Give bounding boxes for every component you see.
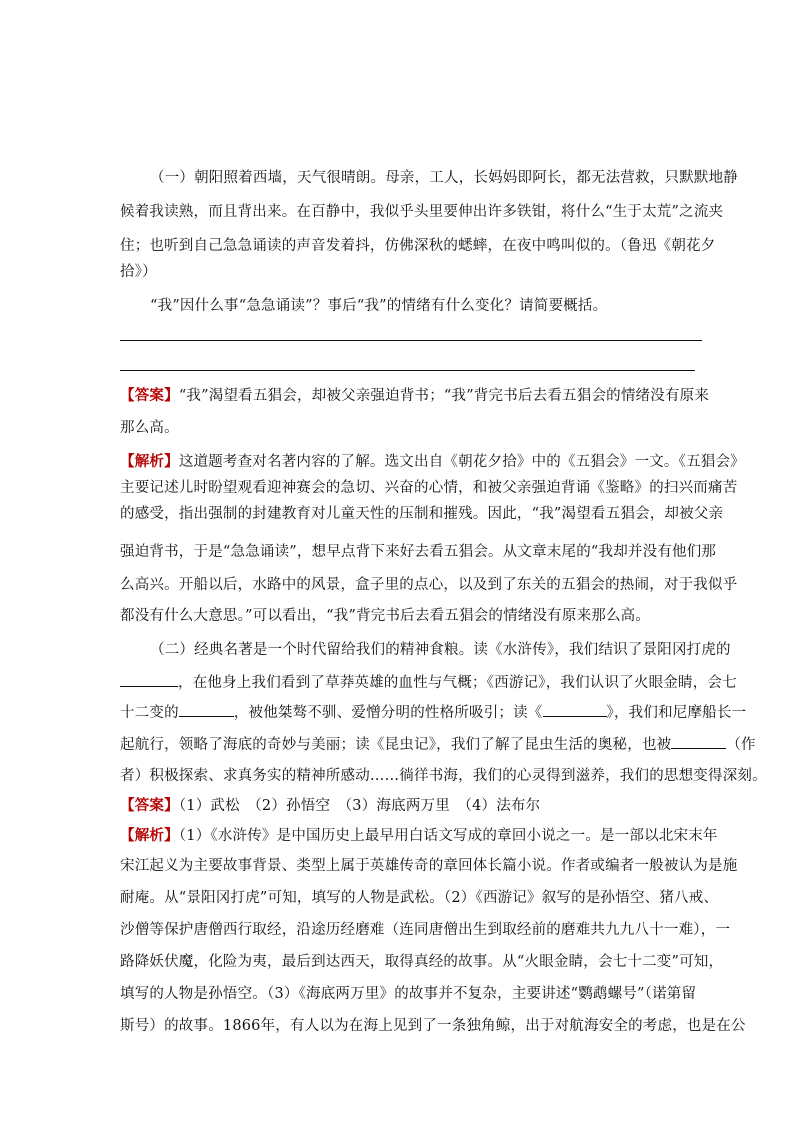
answer-line <box>120 796 710 816</box>
passage-line: 拾》） <box>120 264 157 280</box>
section2-text: ，在他身上我们看到了草莽英雄的血性与气概；《西游记》，我们认识了火眼金睛，会七 <box>178 675 737 691</box>
analysis-line: 路降妖伏魔，化险为夷，最后到达西天，取得真经的故事。从“火眼金睛，会七十二变”可知， <box>120 954 724 970</box>
analysis-line: 么高兴。开船以后，水路中的风景，盒子里的点心，以及到了东关的五猖会的热闹，对于我似乎 <box>120 577 738 593</box>
analysis-line: 沙僧等保护唐僧西行取经，沿途历经磨难（连同唐僧出生到取经前的磨难共九九八十一难），一 <box>120 922 731 938</box>
analysis-text: （1）《水浒传》是中国历史上最早用白话文写成的章回小说之一。是一部以北宋末年 <box>178 828 718 844</box>
passage-line: （一）朝阳照着西墙，天气很晴朗。母亲，工人，长妈妈即阿长，都无法营救，只默默地静 <box>150 170 738 186</box>
analysis-line: 宋江起义为主要故事背景、类型上属于英雄传奇的章回体长篇小说。作者或编者一般被认为是施 <box>120 858 738 874</box>
analysis-label: 【解析】 <box>120 453 179 470</box>
fill-blank[interactable] <box>179 702 234 717</box>
section2-text: ，被他桀骜不驯、爱憎分明的性格所吸引；读《 <box>233 705 543 721</box>
analysis-line: 填写的人物是孙悟空。（3）《海底两万里》的故事并不复杂，主要讲述“鹦鹉螺号”（诺第留 <box>120 986 697 1002</box>
section2-line: （二）经典名著是一个时代留给我们的精神食粮。读《水浒传》，我们结识了景阳冈打虎的 <box>150 642 731 658</box>
section2-text: 起航行，领略了海底的奇妙与美丽；读《昆虫记》，我们了解了昆虫生活的奥秘，也被 <box>120 737 672 753</box>
analysis-line-1 <box>120 826 718 846</box>
fill-blank[interactable] <box>120 672 178 687</box>
analysis-line: 耐庵。从“景阳冈打虎”可知，填写的人物是武松。（2）《西游记》叙写的是孙悟空、猪八戒、 <box>120 890 719 906</box>
section2-line <box>120 734 756 755</box>
answer-line <box>120 340 702 341</box>
analysis-line: 强迫背书，于是“急急诵读”，想早点背下来好去看五猖会。从文章末尾的“我却并没有他们那 <box>120 544 717 560</box>
answer-text: “我”渴望看五猖会，却被父亲强迫背书；“我”背完书后去看五猖会的情绪没有原来 <box>178 388 710 404</box>
section2-text: （作 <box>726 737 756 753</box>
answer-label: 【答案】 <box>120 387 179 404</box>
answer-line <box>120 370 695 371</box>
section2-line <box>120 702 747 723</box>
analysis-text: 这道题考查对名著内容的了解。选文出自《朝花夕拾》中的《五猖会》一文。《五猖会》 <box>178 454 745 470</box>
passage-line: 候着我读熟，而且背出来。在百静中，我似乎头里要伸出许多铁钳，将什么“生于太荒”之流夹 <box>120 204 724 220</box>
analysis-line: 都没有什么大意思。”可以看出，“我”背完书后去看五猖会的情绪没有原来那么高。 <box>120 608 651 624</box>
fill-blank[interactable] <box>671 734 726 749</box>
fill-blank[interactable] <box>543 702 607 717</box>
answer-text: （1）武松 （2）孙悟空 （3）海底两万里 （4）法布尔 <box>178 798 541 814</box>
answer-line-2: 那么高。 <box>120 420 179 436</box>
analysis-line: 主要记述儿时盼望观看迎神赛会的急切、兴奋的心情，和被父亲强迫背诵《鉴略》的扫兴而痛苦 <box>120 480 738 496</box>
section2-text: 十二变的 <box>120 705 179 721</box>
section2-text: 》，我们和尼摩船长一 <box>606 705 747 721</box>
passage-line: 住；也听到自己急急诵读的声音发着抖，仿佛深秋的蟋蟀，在夜中鸣叫似的。（鲁迅《朝花夕 <box>120 238 716 254</box>
answer-label: 【答案】 <box>120 797 179 814</box>
analysis-line: 斯号）的故事。1866年，有人以为在海上见到了一条独角鲸，出于对航海安全的考虑，也是在公 <box>120 1018 746 1034</box>
answer-line-1 <box>120 386 710 406</box>
analysis-label: 【解析】 <box>120 827 179 844</box>
question-text: “我”因什么事“急急诵读”？事后“我”的情绪有什么变化？请简要概括。 <box>150 298 608 314</box>
analysis-line-1 <box>120 452 745 472</box>
analysis-line: 的感受，指出强制的封建教育对儿童天性的压制和摧残。因此，“我”渴望看五猖会，却被父亲 <box>120 506 724 522</box>
section2-line: 者）积极探索、求真务实的精神所感动……徜徉书海，我们的心灵得到滋养，我们的思想变得深刻。 <box>120 768 767 784</box>
section2-line <box>120 672 737 693</box>
